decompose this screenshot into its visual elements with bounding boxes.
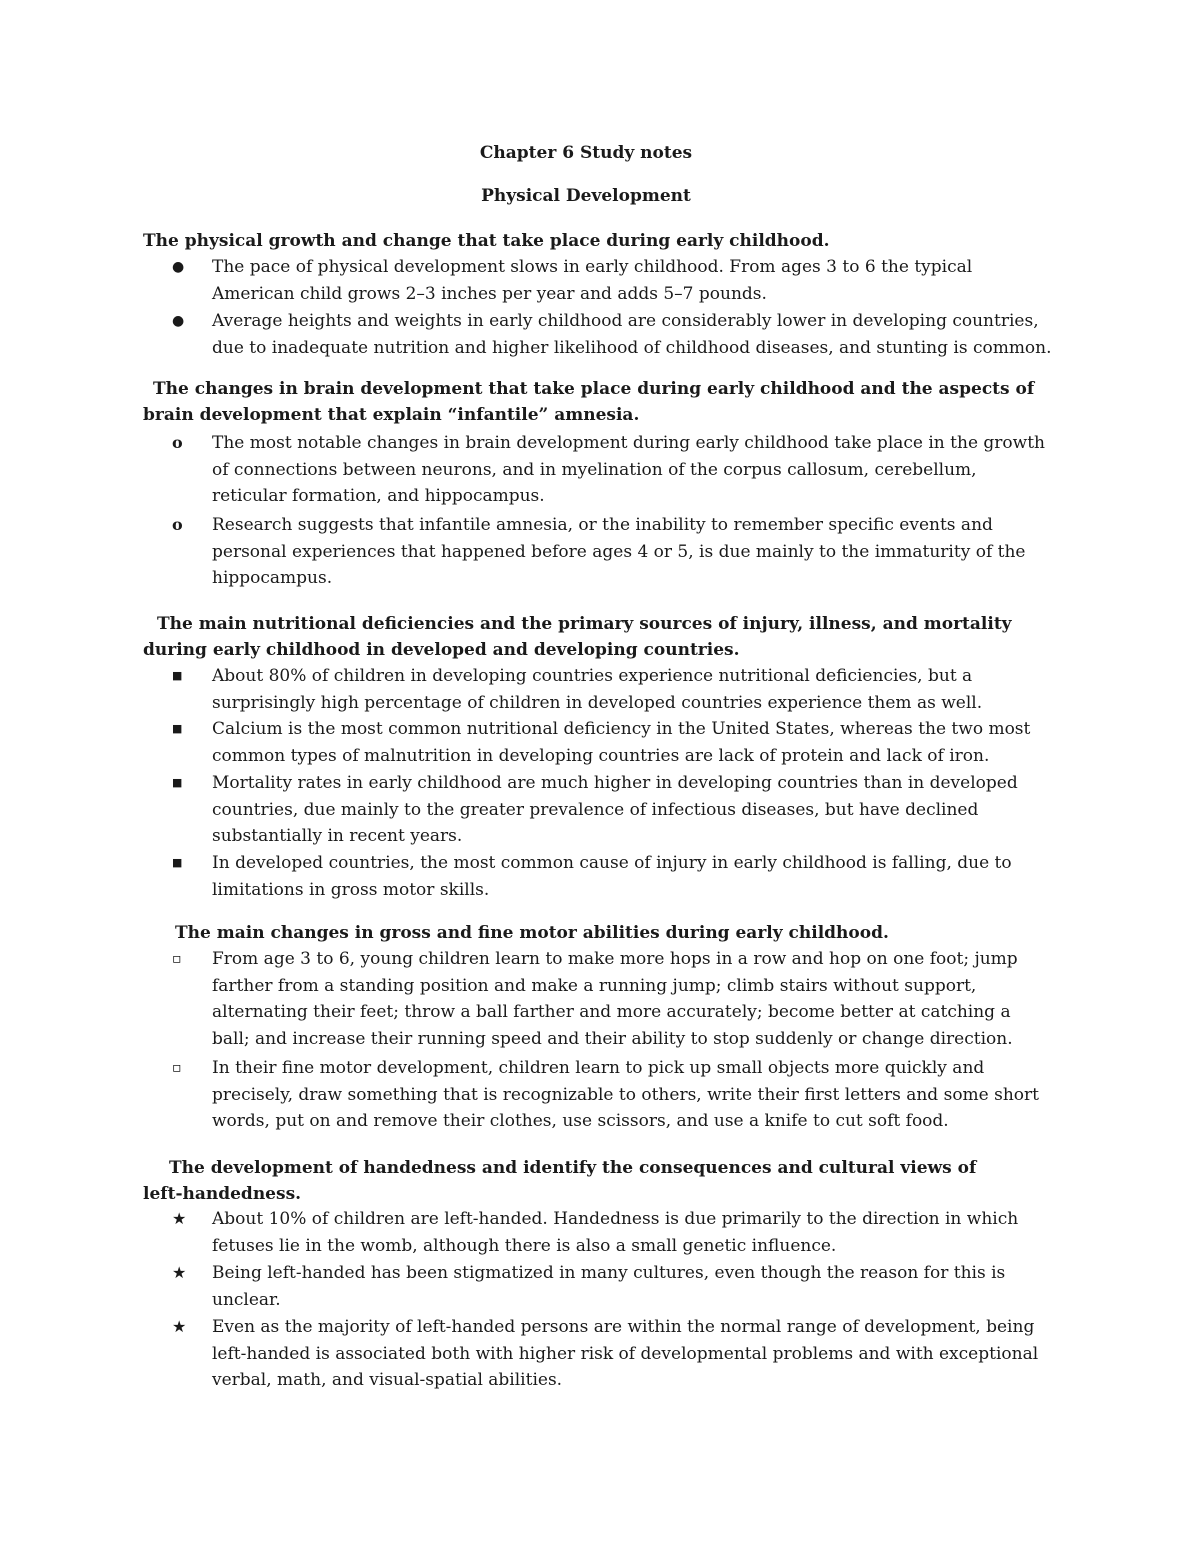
- hollow-square-icon: ▫: [172, 1060, 182, 1076]
- section-heading-physical-growth: The physical growth and change that take place during early childhood.: [143, 231, 830, 251]
- list-item: ● Average heights and weights in early childhood are considerably lower in developing countries, due to inadequate nutrition and higher likelihood of childhood diseases, and stunting is common.: [172, 308, 1052, 361]
- hollow-o-icon: o: [172, 515, 183, 534]
- list-item: o Research suggests that infantile amnesia, or the inability to remember specific events and personal experiences that happened before ages 4 or 5, is due mainly to the immaturity of the hippocampus.: [172, 512, 1052, 592]
- list-item: ■ Calcium is the most common nutritional deficiency in the United States, whereas the two most common types of malnutrition in developing countries are lack of protein and lack of iron.: [172, 716, 1052, 769]
- list-item: ▫ In their fine motor development, children learn to pick up small objects more quickly and precisely, draw something that is recognizable to others, write their first letters and some short words, put on and remove their clothes, use scissors, and use a knife to cut soft food.: [172, 1055, 1052, 1135]
- document-subtitle: Physical Development: [481, 186, 691, 206]
- hollow-o-icon: o: [172, 433, 183, 452]
- star-icon: ★: [172, 1209, 187, 1228]
- section-heading-nutrition-mortality: The main nutritional deficiencies and the primary sources of injury, illness, and mortality during early childhood in developed and developing countries.: [143, 614, 1012, 660]
- hollow-square-icon: ▫: [172, 951, 182, 967]
- filled-square-icon: ■: [172, 722, 183, 735]
- list-item: ● The pace of physical development slows in early childhood. From ages 3 to 6 the typical American child grows 2–3 inches per year and adds 5–7 pounds.: [172, 254, 1052, 307]
- list-item: ■ Mortality rates in early childhood are much higher in developing countries than in developed countries, due mainly to the greater prevalence of infectious diseases, but have declined substantially in recent years.: [172, 770, 1052, 850]
- section-heading-motor-abilities: The main changes in gross and fine motor abilities during early childhood.: [175, 923, 889, 943]
- filled-square-icon: ■: [172, 669, 183, 682]
- section-heading-handedness: The development of handedness and identify the consequences and cultural views of left-handedness.: [143, 1158, 977, 1204]
- document-title: Chapter 6 Study notes: [479, 143, 693, 163]
- list-item: ★ Being left-handed has been stigmatized in many cultures, even though the reason for this is unclear.: [172, 1260, 1052, 1313]
- filled-square-icon: ■: [172, 856, 183, 869]
- list-item: ■ In developed countries, the most common cause of injury in early childhood is falling, due to limitations in gross motor skills.: [172, 850, 1052, 903]
- section-heading-brain-development: The changes in brain development that take place during early childhood and the aspects of brain development that explain “infantile” amnesia.: [143, 379, 1035, 425]
- list-item: o The most notable changes in brain development during early childhood take place in the growth of connections between neurons, and in myelination of the corpus callosum, cerebellum, reticular formation, and hippocampus.: [172, 430, 1052, 510]
- star-icon: ★: [172, 1317, 187, 1336]
- list-item: ★ Even as the majority of left-handed persons are within the normal range of development, being left-handed is associated both with higher risk of developmental problems and with exceptional verbal, math, and visual-spatial abilities.: [172, 1314, 1052, 1394]
- star-icon: ★: [172, 1263, 187, 1282]
- list-item: ▫ From age 3 to 6, young children learn to make more hops in a row and hop on one foot; jump farther from a standing position and make a running jump; climb stairs without support, alternating their feet; throw a ball farther and more accurately; become better at catching a ball; and increase their running speed and their ability to stop suddenly or change direction.: [172, 946, 1052, 1052]
- list-item: ★ About 10% of children are left-handed. Handedness is due primarily to the direction in which fetuses lie in the womb, although there is also a small genetic influence.: [172, 1206, 1052, 1259]
- list-item: ■ About 80% of children in developing countries experience nutritional deficiencies, but a surprisingly high percentage of children in developed countries experience them as well.: [172, 663, 1052, 716]
- filled-circle-icon: ●: [172, 259, 185, 275]
- filled-square-icon: ■: [172, 776, 183, 789]
- filled-circle-icon: ●: [172, 313, 185, 329]
